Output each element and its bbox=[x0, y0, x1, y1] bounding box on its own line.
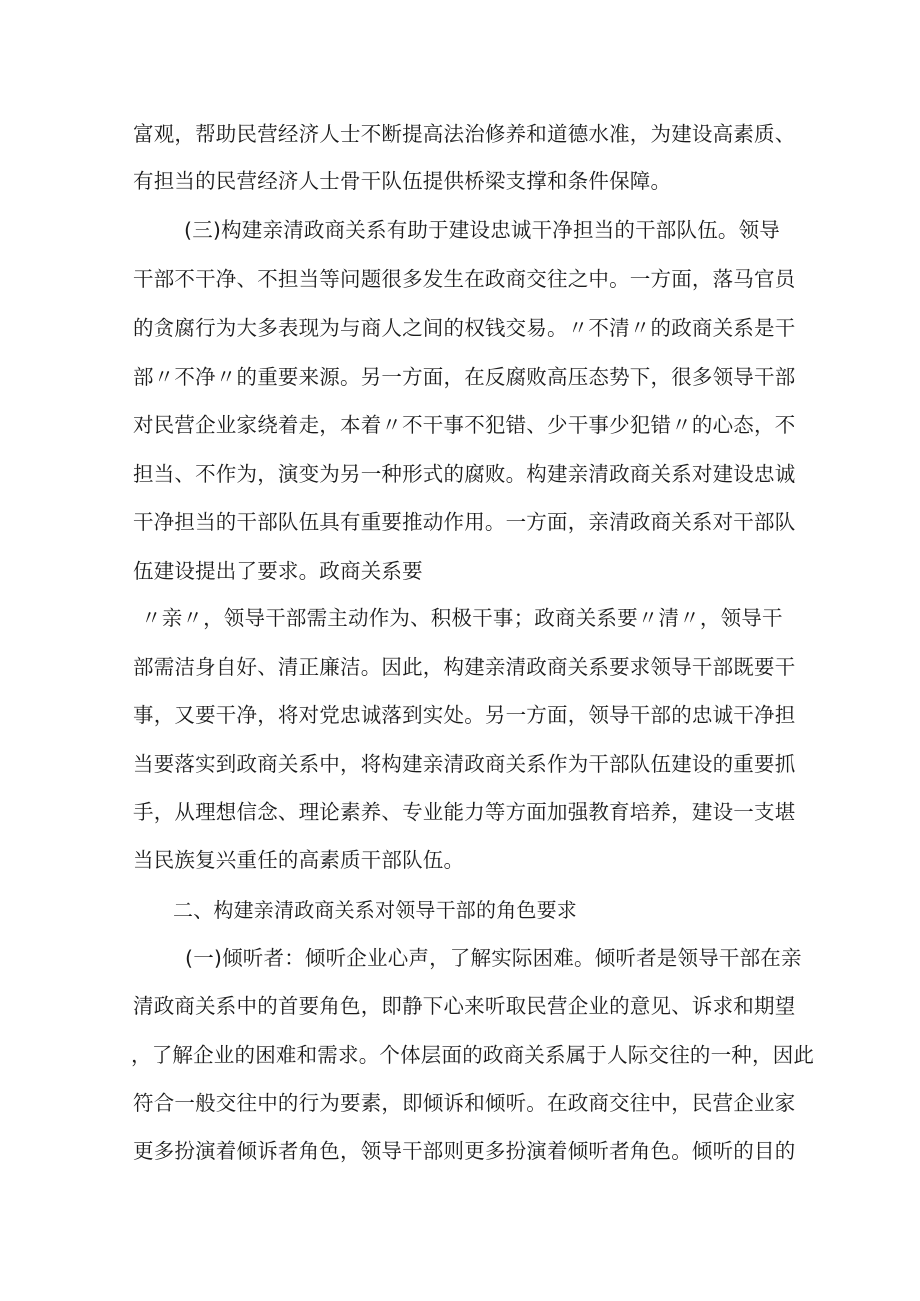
text-line-11: 〃亲〃，领导干部需主动作为、积极干事；政商关系要〃清〃，领导干 bbox=[141, 606, 783, 630]
text-line-12: 部需洁身自好、清正廉洁。因此，构建亲清政商关系要求领导干部既要干 bbox=[133, 655, 796, 679]
section-heading-3: (三)构建亲清政商关系有助于建设忠诚干净担当的干部队伍。领导 bbox=[184, 218, 780, 242]
text-line-21: 符合一般交往中的行为要素，即倾诉和倾听。在政商交往中，民营企业家 bbox=[133, 1091, 796, 1115]
text-line-2: 有担当的民营经济人士骨干队伍提供桥梁支撑和条件保障。 bbox=[133, 169, 672, 193]
text-line-10: 伍建设提出了要求。政商关系要 bbox=[133, 559, 423, 583]
text-line-20: ，了解企业的困难和需求。个体层面的政商关系属于人际交往的一种，因此 bbox=[131, 1043, 815, 1067]
text-line-6: 部〃不净〃的重要来源。另一方面，在反腐败高压态势下，很多领导干部 bbox=[133, 365, 796, 389]
section-heading-1: (一)倾听者：倾听企业心声，了解实际困难。倾听者是领导干部在亲 bbox=[185, 946, 802, 970]
text-line-9: 干净担当的干部队伍具有重要推动作用。一方面，亲清政商关系对干部队 bbox=[133, 510, 796, 534]
text-line-5: 的贪腐行为大多表现为与商人之间的权钱交易。〃不清〃的政商关系是干 bbox=[133, 316, 796, 340]
text-line-1: 富观，帮助民营经济人士不断提高法治修养和道德水准，为建设高素质、 bbox=[133, 122, 796, 146]
text-line-8: 担当、不作为，演变为另一种形式的腐败。构建亲清政商关系对建设忠诚 bbox=[133, 462, 796, 486]
text-line-15: 手，从理想信念、理论素养、专业能力等方面加强教育培养，建设一支堪 bbox=[133, 800, 796, 824]
text-line-14: 当要落实到政商关系中，将构建亲清政商关系作为干部队伍建设的重要抓 bbox=[133, 752, 796, 776]
text-line-13: 事，又要干净，将对党忠诚落到实处。另一方面，领导干部的忠诚干净担 bbox=[133, 703, 796, 727]
text-line-7: 对民营企业家绕着走，本着〃不干事不犯错、少干事少犯错〃的心态，不 bbox=[133, 413, 796, 437]
text-line-22: 更多扮演着倾诉者角色，领导干部则更多扮演着倾听者角色。倾听的目的 bbox=[133, 1139, 796, 1163]
text-line-4: 干部不干净、不担当等问题很多发生在政商交往之中。一方面，落马官员 bbox=[133, 267, 796, 291]
text-line-19: 清政商关系中的首要角色，即静下心来听取民营企业的意见、诉求和期望 bbox=[133, 994, 796, 1018]
chapter-heading: 二、构建亲清政商关系对领导干部的角色要求 bbox=[173, 898, 577, 922]
text-line-16: 当民族复兴重任的高素质干部队伍。 bbox=[133, 848, 465, 872]
